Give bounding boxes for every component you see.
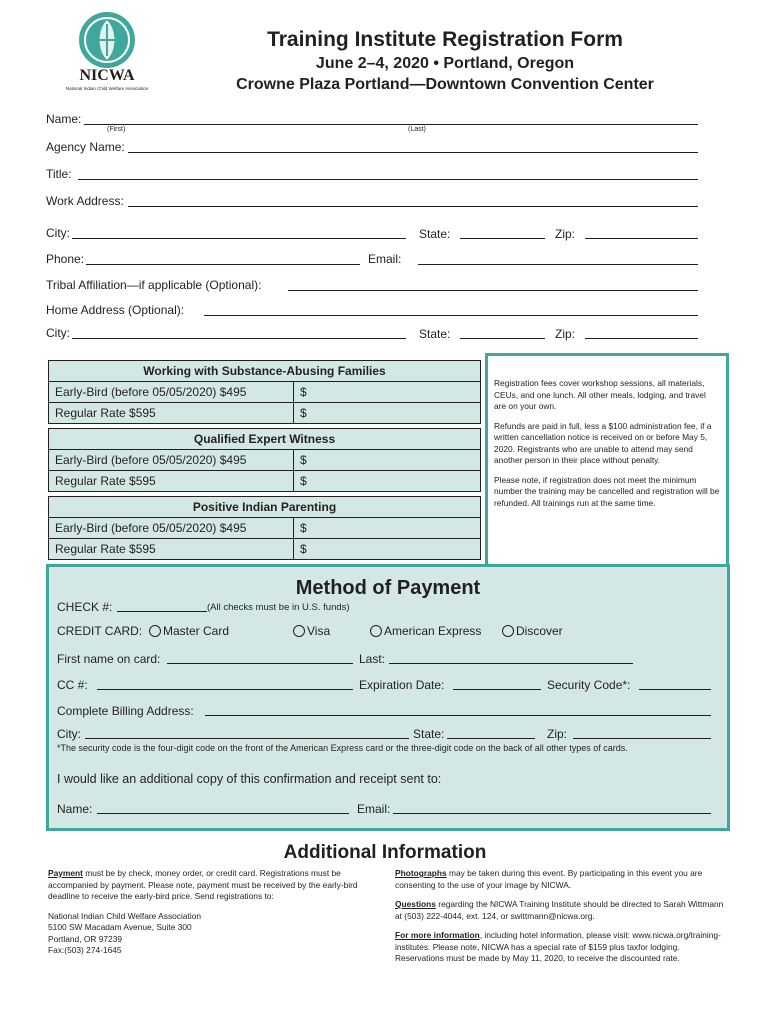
address-line: National Indian Child Welfare Association bbox=[48, 910, 202, 921]
fax-line: Fax:(503) 274-1645 bbox=[48, 945, 122, 955]
radio-icon[interactable] bbox=[293, 625, 305, 637]
logo-subtext: National Indian Child Welfare Association bbox=[65, 86, 149, 91]
nicwa-logo bbox=[62, 10, 152, 94]
home-address-field[interactable] bbox=[204, 315, 698, 316]
option-label: Discover bbox=[516, 624, 563, 638]
rate-label: Early-Bird (before 05/05/2020) $495 bbox=[55, 521, 247, 535]
phone-label: Phone: bbox=[46, 252, 85, 266]
billing-zip-field[interactable] bbox=[573, 738, 711, 739]
billing-address-label: Complete Billing Address: bbox=[57, 704, 194, 718]
payment-box bbox=[46, 564, 730, 831]
copy-request-label: I would like an additional copy of this confirmation and receipt sent to: bbox=[57, 772, 442, 786]
copy-name-label: Name: bbox=[57, 802, 93, 816]
fee-notes-box bbox=[485, 353, 729, 571]
last-name-hint: (Last) bbox=[408, 126, 426, 133]
additional-info-title: Additional Information bbox=[283, 842, 487, 863]
table-row[interactable] bbox=[49, 539, 480, 559]
name-field[interactable] bbox=[84, 124, 698, 125]
expiration-field[interactable] bbox=[453, 689, 541, 690]
table-row[interactable] bbox=[49, 471, 480, 491]
amount-field[interactable]: $ bbox=[293, 539, 480, 559]
cancellation-note: Please note, if registration does not meet the minimum number the training may be cancelled and registration will be refunded. All trainings run at the same time. bbox=[494, 474, 720, 508]
info-left-column bbox=[48, 868, 378, 957]
amount-field[interactable]: $ bbox=[293, 518, 480, 538]
state-label: State: bbox=[419, 227, 451, 241]
mailing-address bbox=[48, 911, 378, 957]
credit-card-label: CREDIT CARD: bbox=[57, 624, 143, 638]
zip-label: Zip: bbox=[555, 227, 576, 241]
refund-note: Refunds are paid in full, less a $100 administration fee, if a written cancellation notice is received on or before May 5, 2020. Registrants who are unable to attend may send another person in their place without penalty. bbox=[494, 420, 712, 465]
rate-label: Early-Bird (before 05/05/2020) $495 bbox=[55, 453, 247, 467]
payment-text: must be by check, money order, or credit card. Registrations must be accompanied by payment. Please note, payment must be received by the early-bird deadline to receive the early-bird price. Send registrations to: bbox=[48, 868, 358, 901]
home-city-label: City: bbox=[46, 326, 70, 340]
photographs-info bbox=[395, 868, 727, 891]
home-city-field[interactable] bbox=[72, 338, 406, 339]
title-label: Title: bbox=[46, 167, 72, 181]
rate-label: Regular Rate $595 bbox=[55, 542, 156, 556]
phone-field[interactable] bbox=[86, 264, 360, 265]
tribal-affiliation-label: Tribal Affiliation—if applicable (Optional): bbox=[46, 278, 262, 292]
option-label: American Express bbox=[384, 624, 482, 638]
name-label: Name: bbox=[46, 112, 82, 126]
form-title: Training Institute Registration Form bbox=[267, 28, 623, 51]
event-venue: Crowne Plaza Portland—Downtown Convention Center bbox=[236, 76, 654, 93]
table-title: Qualified Expert Witness bbox=[49, 429, 480, 450]
work-address-label: Work Address: bbox=[46, 194, 124, 208]
payment-info bbox=[48, 868, 378, 903]
photographs-text: may be taken during this event. By participating in this event you are consenting to the use of your image by NICWA. bbox=[395, 868, 703, 890]
billing-state-field[interactable] bbox=[447, 738, 535, 739]
agency-field[interactable] bbox=[128, 152, 698, 153]
rate-label: Early-Bird (before 05/05/2020) $495 bbox=[55, 385, 247, 399]
tribal-affiliation-field[interactable] bbox=[288, 290, 698, 291]
table-row[interactable] bbox=[49, 450, 480, 471]
email-field[interactable] bbox=[418, 264, 698, 265]
info-right-column bbox=[395, 868, 727, 973]
check-label: CHECK #: bbox=[57, 600, 113, 614]
security-code-label: Security Code*: bbox=[547, 678, 631, 692]
zip-field[interactable] bbox=[585, 238, 698, 239]
more-info-text: , including hotel information, please visit: www.nicwa.org/training-institutes. Please note, NICWA has a special rate of $159 plus taxfor lodging. Reservations must be made by May 11, 2020, to receive the discounted rate. bbox=[395, 930, 721, 963]
card-last-name-field[interactable] bbox=[389, 663, 633, 664]
first-name-hint: (First) bbox=[107, 126, 126, 133]
pricing-table-substance-abuse bbox=[48, 360, 481, 424]
amount-field[interactable]: $ bbox=[293, 471, 480, 491]
option-label: Master Card bbox=[163, 624, 230, 638]
amount-field[interactable]: $ bbox=[293, 450, 480, 470]
billing-city-label: City: bbox=[57, 727, 81, 741]
city-field[interactable] bbox=[72, 238, 406, 239]
security-code-note: *The security code is the four-digit code on the front of the American Express card or the three-digit code on the back of all other types of cards. bbox=[57, 743, 628, 753]
billing-address-field[interactable] bbox=[205, 715, 711, 716]
table-title: Working with Substance-Abusing Families bbox=[49, 361, 480, 382]
copy-name-field[interactable] bbox=[97, 813, 349, 814]
logo-text: NICWA bbox=[79, 67, 135, 84]
payment-title: Method of Payment bbox=[295, 577, 481, 599]
home-zip-field[interactable] bbox=[585, 338, 698, 339]
radio-icon[interactable] bbox=[370, 625, 382, 637]
radio-icon[interactable] bbox=[149, 625, 161, 637]
questions-text: regarding the NICWA Training Institute should be directed to Sarah Wittmann at (503) 222-4044, ext. 124, or swittmann@nicwa.org. bbox=[395, 899, 724, 921]
cc-number-field[interactable] bbox=[97, 689, 353, 690]
check-note: (All checks must be in U.S. funds) bbox=[207, 602, 350, 613]
security-code-field[interactable] bbox=[639, 689, 711, 690]
copy-email-label: Email: bbox=[357, 802, 391, 816]
job-title-field[interactable] bbox=[78, 179, 698, 180]
payment-heading: Payment bbox=[48, 868, 83, 878]
discover-option[interactable] bbox=[502, 624, 563, 638]
agency-label: Agency Name: bbox=[46, 140, 125, 154]
home-address-label: Home Address (Optional): bbox=[46, 303, 185, 317]
home-state-field[interactable] bbox=[460, 338, 545, 339]
fees-note: Registration fees cover workshop sessions, all materials, CEUs, and one lunch. All other meals, lodging, and travel are on your own. bbox=[494, 378, 706, 411]
mastercard-option[interactable] bbox=[149, 624, 229, 638]
copy-email-field[interactable] bbox=[393, 813, 711, 814]
table-row[interactable] bbox=[49, 382, 480, 403]
card-last-name-label: Last: bbox=[359, 652, 386, 666]
card-first-name-label: First name on card: bbox=[57, 652, 161, 666]
work-address-field[interactable] bbox=[128, 206, 698, 207]
card-first-name-field[interactable] bbox=[167, 663, 353, 664]
address-line: 5100 SW Macadam Avenue, Suite 300 bbox=[48, 922, 192, 932]
radio-icon[interactable] bbox=[502, 625, 514, 637]
table-title: Positive Indian Parenting bbox=[49, 497, 480, 518]
table-row[interactable] bbox=[49, 518, 480, 539]
home-zip-label: Zip: bbox=[555, 327, 576, 341]
address-line: Portland, OR 97239 bbox=[48, 933, 123, 944]
amount-field[interactable]: $ bbox=[293, 382, 480, 402]
amount-field[interactable]: $ bbox=[293, 403, 480, 423]
billing-state-label: State: bbox=[413, 727, 445, 741]
table-row[interactable] bbox=[49, 403, 480, 423]
photographs-heading: Photographs bbox=[395, 868, 447, 878]
home-state-label: State: bbox=[419, 327, 451, 341]
cc-number-label: CC #: bbox=[57, 678, 88, 692]
more-info-heading: For more information bbox=[395, 930, 480, 940]
pricing-table-expert-witness bbox=[48, 428, 481, 492]
pricing-table-positive-parenting bbox=[48, 496, 481, 560]
event-date-location: June 2–4, 2020 • Portland, Oregon bbox=[315, 55, 575, 72]
visa-option[interactable] bbox=[293, 624, 330, 638]
city-label: City: bbox=[46, 226, 70, 240]
rate-label: Regular Rate $595 bbox=[55, 406, 156, 420]
amex-option[interactable] bbox=[370, 624, 481, 638]
more-info bbox=[395, 930, 727, 965]
expiration-label: Expiration Date: bbox=[359, 678, 445, 692]
billing-zip-label: Zip: bbox=[547, 727, 568, 741]
state-field[interactable] bbox=[460, 238, 545, 239]
questions-info bbox=[395, 899, 727, 922]
billing-city-field[interactable] bbox=[85, 738, 409, 739]
option-label: Visa bbox=[307, 624, 331, 638]
check-number-field[interactable] bbox=[117, 611, 207, 612]
questions-heading: Questions bbox=[395, 899, 436, 909]
rate-label: Regular Rate $595 bbox=[55, 474, 156, 488]
email-label: Email: bbox=[368, 252, 402, 266]
nicwa-logo-icon bbox=[62, 10, 152, 70]
